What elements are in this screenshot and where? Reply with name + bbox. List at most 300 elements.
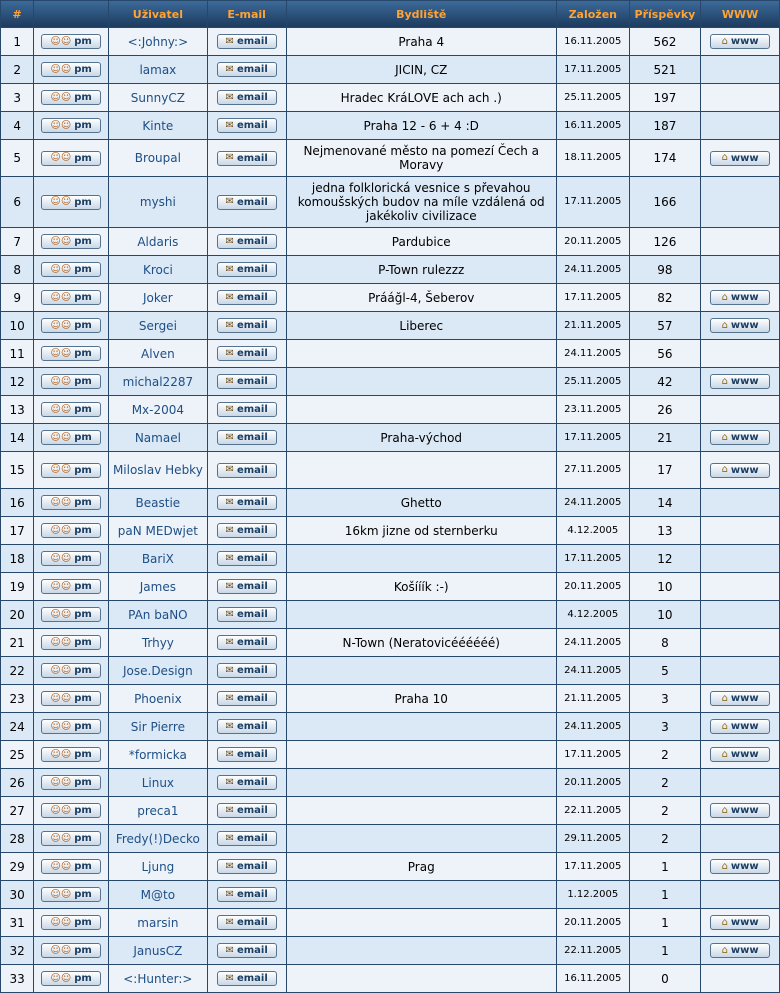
joined-date: 16.11.2005 [557,28,629,55]
www-cell [701,140,779,176]
people-icon: ☺☺ [50,720,72,732]
www-button-label: www [730,292,759,303]
email-button[interactable] [217,607,277,622]
pm-cell [34,56,108,83]
email-button[interactable] [217,290,277,305]
pm-button[interactable] [41,719,101,734]
envelope-icon: ✉ [225,524,234,536]
pm-button[interactable] [41,803,101,818]
pm-button[interactable] [41,90,101,105]
email-cell [208,368,286,395]
email-button[interactable] [217,495,277,510]
email-cell [208,909,286,936]
username-link[interactable]: marsin [109,909,207,936]
username-link[interactable]: <:Hunter:> [109,965,207,992]
row-number: 25 [1,741,33,768]
email-button-label: email [236,581,268,592]
row-number: 33 [1,965,33,992]
username-link[interactable]: paN MEDwjet [109,517,207,544]
email-button[interactable] [217,523,277,538]
www-cell [701,881,779,908]
pm-button[interactable] [41,195,101,210]
username-link[interactable]: Joker [109,284,207,311]
username-link[interactable]: Beastie [109,489,207,516]
pm-button-label: pm [74,348,92,359]
post-count: 187 [630,112,701,139]
www-button-label: www [730,721,759,732]
post-count: 26 [630,396,701,423]
pm-button[interactable] [41,262,101,277]
joined-date: 25.11.2005 [557,84,629,111]
envelope-icon: ✉ [225,860,234,872]
row-number: 9 [1,284,33,311]
pm-cell [34,573,108,600]
pm-button-label: pm [74,236,92,247]
post-count: 126 [630,228,701,255]
post-count: 98 [630,256,701,283]
www-button-label: www [730,749,759,760]
post-count: 3 [630,713,701,740]
column-header-number: # [1,1,33,27]
email-button[interactable] [217,118,277,133]
email-button[interactable] [217,635,277,650]
joined-date: 27.11.2005 [557,452,629,488]
pm-button-label: pm [74,292,92,303]
pm-button[interactable] [41,747,101,762]
table-row [1,424,779,451]
pm-button[interactable] [41,62,101,77]
www-cell [701,56,779,83]
people-icon: ☺☺ [50,552,72,564]
row-number: 23 [1,685,33,712]
email-cell [208,685,286,712]
pm-button[interactable] [41,374,101,389]
www-button[interactable] [710,151,770,166]
pm-button[interactable] [41,607,101,622]
email-button[interactable] [217,62,277,77]
home-icon: ⌂ [721,375,728,387]
www-button[interactable] [710,34,770,49]
row-number: 19 [1,573,33,600]
email-cell [208,741,286,768]
email-cell [208,769,286,796]
pm-button-label: pm [74,777,92,788]
email-button[interactable] [217,234,277,249]
pm-button-label: pm [74,833,92,844]
people-icon: ☺☺ [50,664,72,676]
email-button[interactable] [217,34,277,49]
table-body [1,28,779,992]
home-icon: ⌂ [721,720,728,732]
email-button-label: email [236,945,268,956]
table-row [1,84,779,111]
email-button-label: email [236,777,268,788]
table-row [1,368,779,395]
envelope-icon: ✉ [225,888,234,900]
email-button-label: email [236,92,268,103]
people-icon: ☺☺ [50,748,72,760]
pm-button-label: pm [74,805,92,816]
pm-button[interactable] [41,943,101,958]
joined-date: 24.11.2005 [557,657,629,684]
post-count: 21 [630,424,701,451]
pm-button-label: pm [74,553,92,564]
table-row [1,112,779,139]
envelope-icon: ✉ [225,636,234,648]
row-number: 2 [1,56,33,83]
table-row [1,713,779,740]
www-button[interactable] [710,719,770,734]
row-number: 28 [1,825,33,852]
username-link[interactable]: Sir Pierre [109,713,207,740]
post-count: 174 [630,140,701,176]
joined-date: 20.11.2005 [557,769,629,796]
username-link[interactable]: SunnyCZ [109,84,207,111]
email-button[interactable] [217,915,277,930]
joined-date: 25.11.2005 [557,368,629,395]
row-number: 3 [1,84,33,111]
pm-button[interactable] [41,635,101,650]
username-link[interactable]: James [109,573,207,600]
envelope-icon: ✉ [225,608,234,620]
email-cell [208,937,286,964]
username-link[interactable]: Broupal [109,140,207,176]
pm-button[interactable] [41,463,101,478]
email-cell [208,713,286,740]
pm-cell [34,937,108,964]
username-link[interactable]: lamax [109,56,207,83]
table-row [1,56,779,83]
www-button[interactable] [710,318,770,333]
post-count: 1 [630,853,701,880]
table-row [1,177,779,227]
www-cell [701,396,779,423]
username-link[interactable]: Namael [109,424,207,451]
post-count: 2 [630,797,701,824]
post-count: 2 [630,825,701,852]
username-link[interactable]: *formicka [109,741,207,768]
email-button-label: email [236,497,268,508]
envelope-icon: ✉ [225,152,234,163]
email-button[interactable] [217,831,277,846]
www-button[interactable] [710,803,770,818]
row-number: 15 [1,452,33,488]
pm-button[interactable] [41,495,101,510]
email-button[interactable] [217,90,277,105]
residence: Praha 12 - 6 + 4 :D [287,112,556,139]
pm-cell [34,228,108,255]
username-link[interactable]: michal2287 [109,368,207,395]
www-cell [701,28,779,55]
email-button-label: email [236,525,268,536]
email-cell [208,573,286,600]
pm-button[interactable] [41,151,101,166]
pm-button-label: pm [74,36,92,47]
row-number: 31 [1,909,33,936]
residence [287,713,556,740]
column-header-joined[interactable]: Založen [557,1,629,27]
residence: Praha-východ [287,424,556,451]
email-button-label: email [236,693,268,704]
envelope-icon: ✉ [225,496,234,508]
www-button-label: www [730,376,759,387]
email-button-label: email [236,749,268,760]
residence [287,797,556,824]
joined-date: 17.11.2005 [557,545,629,572]
row-number: 29 [1,853,33,880]
joined-date: 24.11.2005 [557,256,629,283]
email-button[interactable] [217,463,277,478]
envelope-icon: ✉ [225,944,234,956]
username-link[interactable]: M@to [109,881,207,908]
username-link[interactable]: Miloslav Hebky [109,452,207,488]
email-button[interactable] [217,346,277,361]
pm-button[interactable] [41,691,101,706]
email-button-label: email [236,348,268,359]
table-row [1,489,779,516]
pm-button[interactable] [41,234,101,249]
email-button[interactable] [217,747,277,762]
table-row [1,657,779,684]
www-button[interactable] [710,915,770,930]
joined-date: 22.11.2005 [557,937,629,964]
email-cell [208,140,286,176]
www-button[interactable] [710,859,770,874]
post-count: 42 [630,368,701,395]
username-link[interactable]: BariX [109,545,207,572]
pm-cell [34,140,108,176]
username-link[interactable]: preca1 [109,797,207,824]
joined-date: 17.11.2005 [557,853,629,880]
table-row [1,28,779,55]
people-icon: ☺☺ [50,263,72,275]
residence [287,340,556,367]
email-button[interactable] [217,551,277,566]
email-button-label: email [236,973,268,984]
pm-button[interactable] [41,430,101,445]
envelope-icon: ✉ [225,196,234,207]
www-cell [701,825,779,852]
post-count: 57 [630,312,701,339]
username-link[interactable]: Alven [109,340,207,367]
email-button[interactable] [217,430,277,445]
joined-date: 16.11.2005 [557,965,629,992]
table-row [1,685,779,712]
residence [287,545,556,572]
joined-date: 1.12.2005 [557,881,629,908]
column-header-posts[interactable]: Příspěvky [630,1,701,27]
email-button[interactable] [217,859,277,874]
pm-button[interactable] [41,318,101,333]
residence: jedna folklorická vesnice s převahou komoušských budov na míle vzdálená od jakékoliv civilizace [287,177,556,227]
column-header-username[interactable]: Uživatel [109,1,207,27]
pm-button-label: pm [74,497,92,508]
username-link[interactable]: Ljung [109,853,207,880]
table-row [1,340,779,367]
residence [287,741,556,768]
residence [287,368,556,395]
email-button[interactable] [217,374,277,389]
email-cell [208,177,286,227]
residence: Ghetto [287,489,556,516]
pm-button-label: pm [74,917,92,928]
www-button-label: www [730,152,759,164]
table-row [1,573,779,600]
email-button[interactable] [217,318,277,333]
pm-button[interactable] [41,887,101,902]
email-button[interactable] [217,803,277,818]
pm-cell [34,769,108,796]
residence: Praha 10 [287,685,556,712]
email-button[interactable] [217,719,277,734]
email-button-label: email [236,805,268,816]
email-cell [208,601,286,628]
username-link[interactable]: JanusCZ [109,937,207,964]
email-button[interactable] [217,775,277,790]
pm-button[interactable] [41,551,101,566]
residence [287,909,556,936]
post-count: 14 [630,489,701,516]
post-count: 13 [630,517,701,544]
people-icon: ☺☺ [50,524,72,536]
email-cell [208,517,286,544]
email-button-label: email [236,152,268,164]
pm-button-label: pm [74,665,92,676]
people-icon: ☺☺ [50,63,72,75]
envelope-icon: ✉ [225,692,234,704]
residence: N-Town (Neratovicéééééé) [287,629,556,656]
pm-button[interactable] [41,402,101,417]
joined-date: 17.11.2005 [557,284,629,311]
row-number: 26 [1,769,33,796]
post-count: 5 [630,657,701,684]
www-button-label: www [730,36,759,47]
www-cell [701,853,779,880]
envelope-icon: ✉ [225,776,234,788]
www-cell [701,489,779,516]
post-count: 2 [630,769,701,796]
username-link[interactable]: Aldaris [109,228,207,255]
email-button[interactable] [217,195,277,210]
pm-button[interactable] [41,346,101,361]
pm-button[interactable] [41,859,101,874]
joined-date: 24.11.2005 [557,629,629,656]
pm-cell [34,312,108,339]
pm-cell [34,965,108,992]
email-button[interactable] [217,151,277,166]
envelope-icon: ✉ [225,580,234,592]
username-link[interactable]: Fredy(!)Decko [109,825,207,852]
envelope-icon: ✉ [225,552,234,564]
www-button-label: www [730,945,759,956]
pm-button[interactable] [41,831,101,846]
post-count: 0 [630,965,701,992]
www-button[interactable] [710,747,770,762]
post-count: 1 [630,937,701,964]
www-cell [701,657,779,684]
username-link[interactable]: Mx-2004 [109,396,207,423]
pm-button-label: pm [74,92,92,103]
joined-date: 22.11.2005 [557,797,629,824]
row-number: 20 [1,601,33,628]
username-link[interactable]: Phoenix [109,685,207,712]
email-button[interactable] [217,887,277,902]
www-button[interactable] [710,430,770,445]
email-cell [208,489,286,516]
www-button[interactable] [710,374,770,389]
envelope-icon: ✉ [225,748,234,760]
pm-button[interactable] [41,915,101,930]
www-button[interactable] [710,290,770,305]
www-button[interactable] [710,691,770,706]
username-link[interactable]: Trhyy [109,629,207,656]
pm-cell [34,396,108,423]
home-icon: ⌂ [721,291,728,303]
www-button[interactable] [710,943,770,958]
www-cell [701,573,779,600]
pm-button[interactable] [41,579,101,594]
residence [287,601,556,628]
envelope-icon: ✉ [225,916,234,928]
username-link[interactable]: Linux [109,769,207,796]
email-cell [208,84,286,111]
column-header-www[interactable]: WWW [701,1,779,27]
row-number: 21 [1,629,33,656]
username-link[interactable]: Kroci [109,256,207,283]
post-count: 12 [630,545,701,572]
people-icon: ☺☺ [50,888,72,900]
pm-button-label: pm [74,581,92,592]
envelope-icon: ✉ [225,664,234,676]
pm-button[interactable] [41,523,101,538]
username-link[interactable]: PAn baNO [109,601,207,628]
email-button[interactable] [217,943,277,958]
row-number: 11 [1,340,33,367]
table-row [1,937,779,964]
email-button[interactable] [217,579,277,594]
username-link[interactable]: Kinte [109,112,207,139]
pm-button[interactable] [41,663,101,678]
joined-date: 21.11.2005 [557,685,629,712]
pm-button[interactable] [41,775,101,790]
home-icon: ⌂ [721,692,728,704]
residence: Nejmenované město na pomezí Čech a Moravy [287,140,556,176]
email-cell [208,112,286,139]
email-button[interactable] [217,402,277,417]
row-number: 22 [1,657,33,684]
username-link[interactable]: Sergei [109,312,207,339]
username-link[interactable]: Jose.Design [109,657,207,684]
email-button[interactable] [217,663,277,678]
email-button-label: email [236,637,268,648]
people-icon: ☺☺ [50,35,72,47]
pm-cell [34,909,108,936]
pm-button-label: pm [74,749,92,760]
pm-button[interactable] [41,118,101,133]
username-link[interactable]: myshi [109,177,207,227]
residence: Pardubice [287,228,556,255]
row-number: 4 [1,112,33,139]
email-button[interactable] [217,691,277,706]
username-link[interactable]: <:Johny:> [109,28,207,55]
email-cell [208,853,286,880]
envelope-icon: ✉ [225,63,234,75]
pm-button[interactable] [41,34,101,49]
home-icon: ⌂ [721,860,728,872]
www-button[interactable] [710,463,770,478]
email-button[interactable] [217,262,277,277]
pm-button[interactable] [41,290,101,305]
